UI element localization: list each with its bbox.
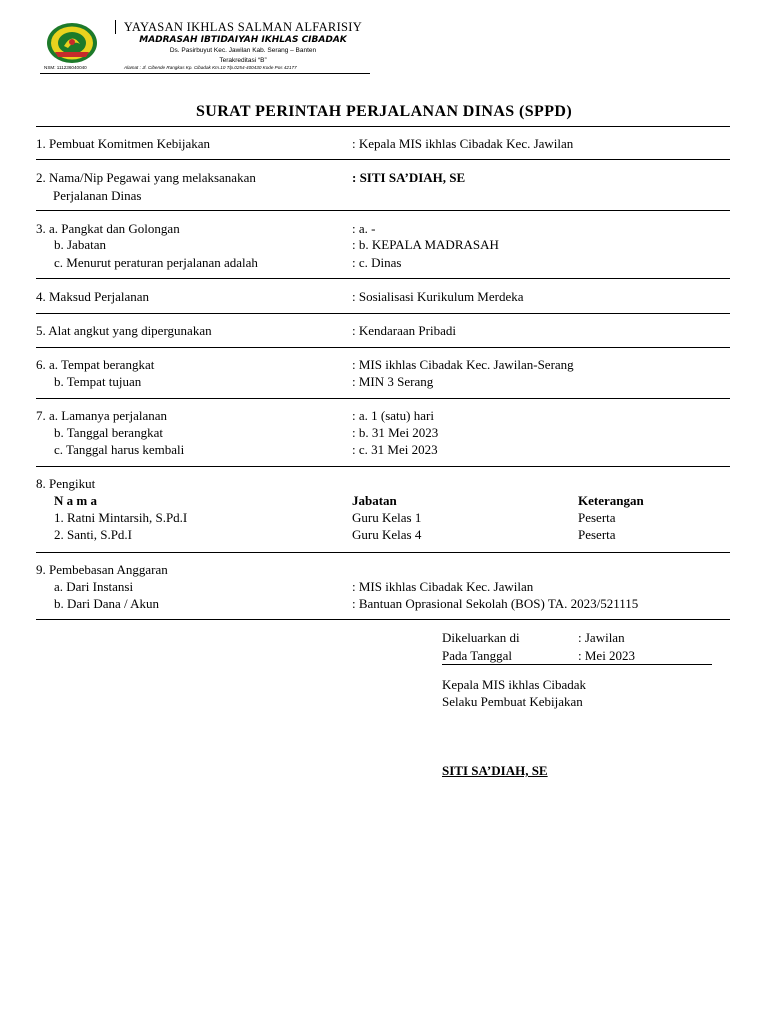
item7a-label: 7. a. Lamanya perjalanan — [36, 408, 168, 423]
follower-name: 1. Ratni Mintarsih, S.Pd.I — [54, 510, 188, 525]
item4-value: : Sosialisasi Kurikulum Merdeka — [352, 289, 524, 304]
signatory-title: Kepala MIS ikhlas Cibadak — [442, 677, 587, 692]
item3c-value: : c. Dinas — [352, 255, 402, 270]
madrasah-seal-logo — [46, 22, 98, 64]
school-address: Alamat : Jl. Cibende Rangkas Kp. Cibadak Km.10 Tlp.0254-400430 Kode Pos 42177 — [124, 65, 297, 70]
item5-label: 5. Alat angkut yang dipergunakan — [36, 323, 212, 338]
issue-date-value: : Mei 2023 — [578, 648, 636, 663]
item4-label: 4. Maksud Perjalanan — [36, 289, 150, 304]
item6b-value: : MIN 3 Serang — [352, 374, 434, 389]
issue-date-label: Pada Tanggal — [442, 648, 512, 663]
follower-position: Guru Kelas 1 — [352, 510, 422, 525]
item2-value: : SITI SA’DIAH, SE — [352, 170, 466, 185]
followers-header-name: N a m a — [54, 493, 97, 508]
document-title: SURAT PERINTAH PERJALANAN DINAS (SPPD) — [195, 103, 573, 120]
item2-label-line1: 2. Nama/Nip Pegawai yang melaksanakan — [36, 170, 256, 185]
followers-header-position: Jabatan — [352, 493, 397, 508]
item7a-value: : a. 1 (satu) hari — [352, 408, 434, 423]
signatory-name: SITI SA’DIAH, SE — [442, 763, 548, 778]
item8-label: 8. Pengikut — [36, 476, 96, 491]
issued-at-value: : Jawilan — [578, 630, 625, 645]
followers-header-note: Keterangan — [578, 493, 644, 508]
issued-at-label: Dikeluarkan di — [442, 630, 520, 645]
item9b-value: : Bantuan Oprasional Sekolah (BOS) TA. 2023/521115 — [352, 596, 639, 611]
item6a-label: 6. a. Tempat berangkat — [36, 357, 155, 372]
item7c-label: c. Tanggal harus kembali — [54, 442, 185, 457]
item7b-label: b. Tanggal berangkat — [54, 425, 163, 440]
item3b-value: : b. KEPALA MADRASAH — [352, 237, 499, 252]
table-bottom-rule — [36, 619, 730, 620]
item5-value: : Kendaraan Pribadi — [352, 323, 456, 338]
row-divider — [36, 159, 730, 160]
item1-value: : Kepala MIS ikhlas Cibadak Kec. Jawilan — [352, 136, 574, 151]
foundation-name: YAYASAN IKHLAS SALMAN ALFARISIY — [123, 20, 363, 34]
follower-name: 2. Santi, S.Pd.I — [54, 527, 133, 542]
follower-note: Peserta — [578, 510, 616, 525]
row-divider — [36, 278, 730, 279]
item2-label-line2: Perjalanan Dinas — [53, 188, 142, 203]
item6a-value: : MIS ikhlas Cibadak Kec. Jawilan-Serang — [352, 357, 574, 372]
row-divider — [36, 313, 730, 314]
item3c-label: c. Menurut peraturan perjalanan adalah — [54, 255, 258, 270]
row-divider — [36, 347, 730, 348]
letterhead — [113, 20, 373, 66]
date-rule — [442, 664, 712, 665]
letterhead-rule — [40, 73, 370, 74]
item3a-value: : a. - — [352, 221, 376, 236]
item9b-label: b. Dari Dana / Akun — [54, 596, 160, 611]
row-divider — [36, 398, 730, 399]
accreditation: Terakreditasi “B” — [219, 57, 267, 64]
row-divider — [36, 466, 730, 467]
item1-label: 1. Pembuat Komitmen Kebijakan — [36, 136, 211, 151]
follower-position: Guru Kelas 4 — [352, 527, 422, 542]
follower-note: Peserta — [578, 527, 616, 542]
table-top-rule — [36, 126, 730, 127]
item6b-label: b. Tempat tujuan — [54, 374, 142, 389]
item3b-label: b. Jabatan — [54, 237, 106, 252]
school-name: MADRASAH IBTIDAIYAH IKHLAS CIBADAK — [139, 35, 347, 45]
row-divider — [36, 552, 730, 553]
school-location: Ds. Pasirbuyut Kec. Jawilan Kab. Serang – Banten — [169, 47, 317, 54]
item9-label: 9. Pembebasan Anggaran — [36, 562, 168, 577]
row-divider — [36, 210, 730, 211]
item7c-value: : c. 31 Mei 2023 — [352, 442, 438, 457]
signatory-role: Selaku Pembuat Kebijakan — [442, 694, 583, 709]
item9a-value: : MIS ikhlas Cibadak Kec. Jawilan — [352, 579, 534, 594]
item7b-value: : b. 31 Mei 2023 — [352, 425, 439, 440]
item9a-label: a. Dari Instansi — [54, 579, 134, 594]
item3a-label: 3. a. Pangkat dan Golongan — [36, 221, 180, 236]
school-nsm: NSM: 111236040040 — [44, 65, 87, 70]
